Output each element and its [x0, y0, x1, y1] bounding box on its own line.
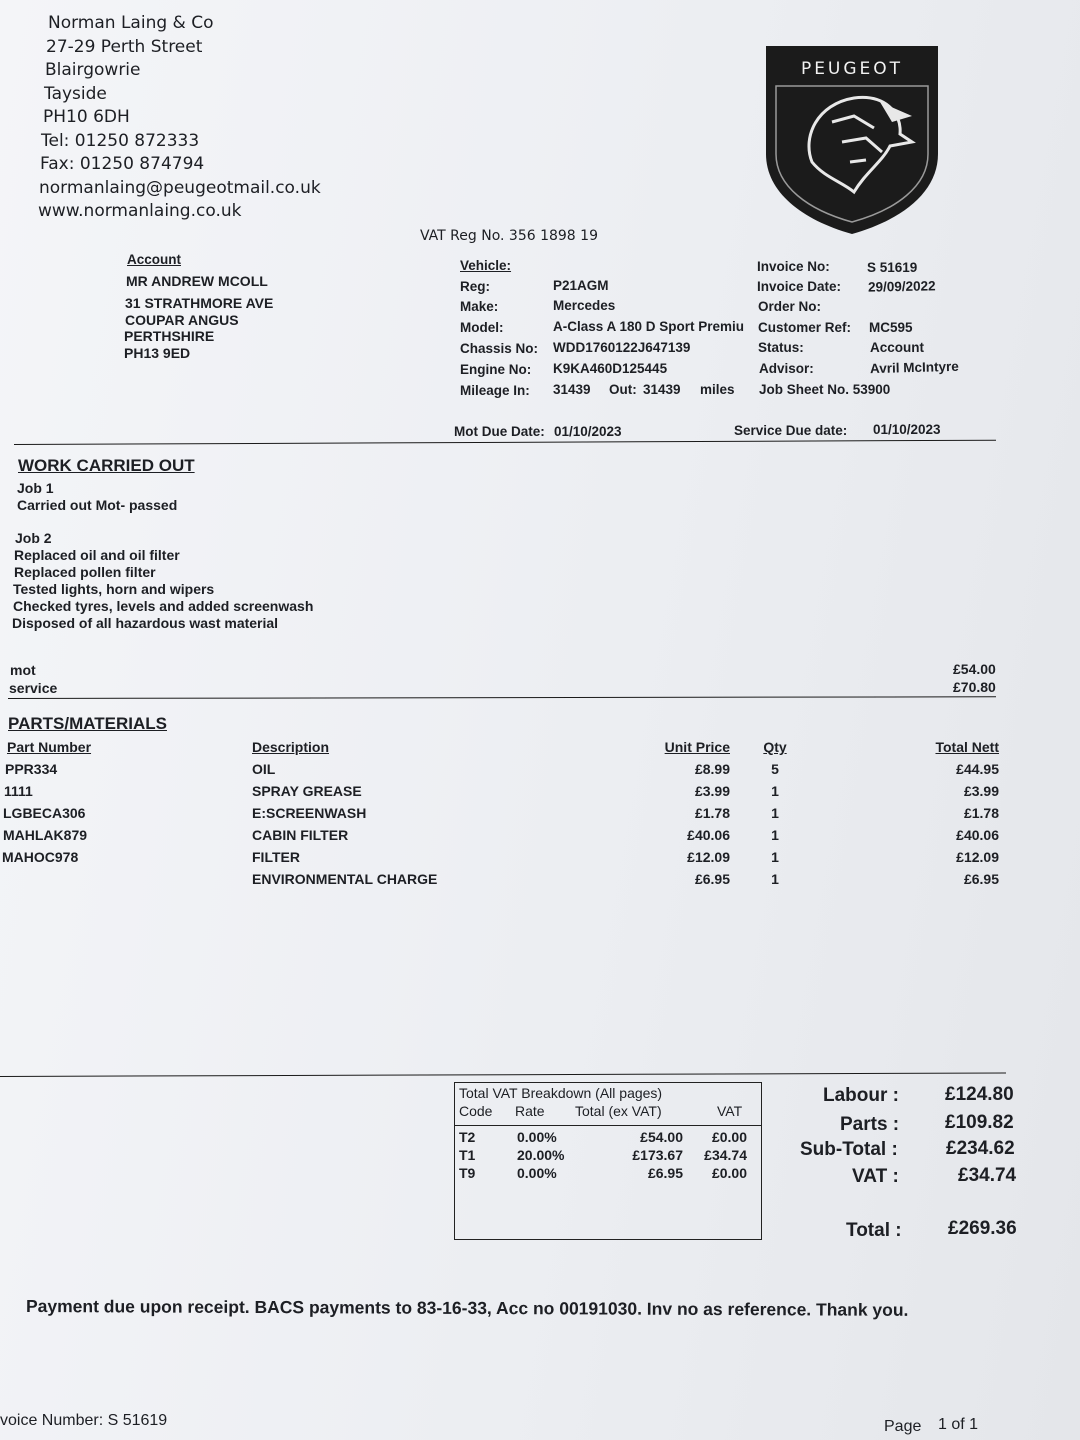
job2-line: Disposed of all hazardous wast material	[12, 615, 279, 631]
company-tel: Tel: 01250 872333	[41, 130, 200, 151]
job1-block	[17, 480, 177, 514]
engine-value: K9KA460D125445	[553, 361, 668, 376]
part-qty: 1	[771, 849, 779, 865]
part-description: SPRAY GREASE	[252, 783, 362, 799]
part-number: MAHLAK879	[3, 827, 88, 843]
job2-block	[12, 530, 313, 632]
table-row	[455, 1146, 755, 1164]
part-number	[2, 868, 252, 890]
job2-line: Checked tyres, levels and added screenwash	[13, 598, 314, 614]
part-number: 1111	[4, 783, 33, 799]
table-row	[2, 868, 1002, 890]
table-row	[2, 802, 1002, 824]
invoice-date-value: 29/09/2022	[867, 278, 936, 295]
vat-reg-number: VAT Reg No. 356 1898 19	[420, 228, 598, 244]
grand-total-label: Total :	[846, 1220, 902, 1241]
company-name: Norman Laing & Co	[48, 13, 214, 33]
invoice-no-label: Invoice No:	[757, 259, 830, 274]
reg-value: P21AGM	[553, 278, 609, 293]
part-qty: 5	[771, 761, 779, 777]
vat-total-label: VAT :	[852, 1166, 899, 1187]
make-label: Make:	[460, 299, 499, 314]
vat-col-code: Code	[459, 1103, 493, 1119]
vat-breakdown-box	[454, 1082, 762, 1240]
labour-value: £124.80	[945, 1084, 1014, 1105]
vat-total-ex: £173.67	[632, 1147, 683, 1163]
table-row	[2, 846, 1002, 868]
vat-rows	[455, 1125, 761, 1181]
parts-table	[2, 736, 1002, 890]
part-total: £12.09	[956, 849, 999, 865]
totals-divider	[0, 1072, 1006, 1077]
job1-title: Job 1	[17, 480, 54, 496]
parts-heading: PARTS/MATERIALS	[8, 714, 167, 733]
account-address-line: PH13 9ED	[124, 345, 191, 361]
part-unit-price: £8.99	[694, 761, 730, 777]
job2-line: Replaced pollen filter	[14, 564, 156, 580]
customer-ref-value: MC595	[869, 320, 913, 335]
parts-total-label: Parts :	[840, 1114, 900, 1135]
charge-label-service: service	[9, 680, 58, 696]
service-due-label: Service Due date:	[734, 423, 848, 438]
part-qty: 1	[771, 827, 779, 843]
vat-code: T9	[459, 1165, 476, 1181]
vat-code: T1	[459, 1147, 476, 1163]
part-qty: 1	[771, 871, 779, 887]
subtotal-value: £234.62	[946, 1138, 1015, 1159]
part-qty: 1	[771, 805, 779, 821]
part-description: FILTER	[252, 849, 300, 865]
company-address-block	[38, 12, 321, 224]
miles-label: miles	[700, 382, 735, 397]
page-number: 1 of 1	[938, 1416, 979, 1433]
status-value: Account	[870, 340, 924, 355]
footer-invoice-number: voice Number: S 51619	[0, 1412, 168, 1429]
vat-code: T2	[459, 1129, 476, 1145]
grand-total-value: £269.36	[948, 1218, 1017, 1239]
vat-rate: 0.00%	[517, 1165, 557, 1181]
company-address-line: PH10 6DH	[43, 107, 130, 127]
payment-terms: Payment due upon receipt. BACS payments to 83-16-33, Acc no 00191030. Inv no as reference. Thank you.	[25, 1296, 909, 1320]
table-row	[455, 1128, 755, 1146]
vat-total-ex: £6.95	[647, 1165, 683, 1181]
company-address-line: Tayside	[44, 83, 107, 104]
charge-label-mot: mot	[10, 662, 36, 678]
advisor-value: Avril McIntyre	[869, 358, 959, 377]
mot-due-label: Mot Due Date:	[454, 424, 545, 439]
charge-amount-service: £70.80	[953, 679, 996, 695]
part-total: £44.95	[956, 761, 999, 777]
model-label: Model:	[460, 320, 504, 335]
col-description: Description	[252, 739, 330, 755]
part-total: £6.95	[963, 871, 999, 887]
part-number: MAHOC978	[2, 849, 79, 865]
job1-line: Carried out Mot- passed	[17, 497, 178, 513]
vat-col-total-ex-vat: Total (ex VAT)	[575, 1103, 662, 1119]
vat-amount: £0.00	[711, 1129, 747, 1145]
subtotal-label: Sub-Total :	[800, 1139, 898, 1160]
invoice-date-label: Invoice Date:	[757, 279, 842, 294]
part-unit-price: £6.95	[694, 871, 730, 887]
part-unit-price: £1.78	[694, 805, 730, 821]
account-heading: Account	[127, 252, 181, 267]
part-description: OIL	[252, 761, 276, 777]
work-carried-out-heading: WORK CARRIED OUT	[18, 456, 195, 475]
company-email: normanlaing@peugeotmail.co.uk	[39, 177, 321, 198]
service-due-value: 01/10/2023	[873, 422, 941, 437]
table-row	[2, 780, 1002, 802]
part-description: E:SCREENWASH	[252, 805, 367, 821]
logo-brand-text: PEUGEOT	[800, 59, 904, 79]
reg-label: Reg:	[460, 279, 490, 294]
part-number: PPR334	[5, 761, 58, 777]
part-total: £1.78	[963, 805, 999, 821]
job-sheet-number: Job Sheet No. 53900	[759, 382, 891, 397]
charge-amount-mot: £54.00	[953, 661, 996, 677]
parts-total-value: £109.82	[945, 1112, 1014, 1133]
model-value: A-Class A 180 D Sport Premiu	[553, 319, 745, 334]
vat-col-rate: Rate	[515, 1103, 545, 1119]
col-total-nett: Total Nett	[935, 739, 999, 755]
col-part-number: Part Number	[7, 739, 92, 755]
table-row	[2, 758, 1002, 780]
work-divider	[8, 696, 996, 699]
peugeot-lion-shield-icon	[762, 42, 942, 238]
mileage-out-value: 31439	[643, 382, 681, 397]
customer-ref-label: Customer Ref:	[758, 320, 852, 335]
account-address-line: 31 STRATHMORE AVE	[125, 295, 274, 311]
part-description: CABIN FILTER	[252, 827, 349, 843]
vat-total-ex: £54.00	[640, 1129, 683, 1145]
company-website: www.normanlaing.co.uk	[38, 201, 242, 221]
account-address-line: PERTHSHIRE	[124, 328, 215, 344]
vat-total-value: £34.74	[958, 1165, 1017, 1186]
part-number: LGBECA306	[3, 805, 86, 821]
part-unit-price: £3.99	[694, 783, 730, 799]
col-qty: Qty	[763, 739, 787, 755]
account-name: MR ANDREW MCOLL	[126, 273, 268, 289]
company-address-line: 27-29 Perth Street	[46, 36, 203, 57]
job2-title: Job 2	[15, 530, 52, 546]
account-address-line: COUPAR ANGUS	[125, 312, 239, 328]
vat-breakdown-title: Total VAT Breakdown (All pages)	[459, 1085, 663, 1101]
vat-amount: £34.74	[704, 1147, 747, 1163]
labour-label: Labour :	[823, 1085, 899, 1106]
peugeot-logo	[762, 42, 942, 238]
job2-line: Tested lights, horn and wipers	[13, 581, 215, 597]
header-divider	[14, 440, 996, 445]
company-address-line: Blairgowrie	[45, 60, 141, 80]
make-value: Mercedes	[553, 298, 616, 313]
part-unit-price: £12.09	[687, 849, 730, 865]
invoice-no-value: S 51619	[867, 260, 918, 275]
chassis-value: WDD1760122J647139	[553, 340, 691, 355]
table-row	[455, 1164, 755, 1182]
advisor-label: Advisor:	[759, 361, 814, 376]
company-fax: Fax: 01250 874794	[40, 154, 205, 174]
col-unit-price: Unit Price	[664, 739, 730, 755]
vat-rate: 0.00%	[517, 1129, 557, 1145]
mileage-label: Mileage In:	[460, 383, 530, 398]
vat-col-vat: VAT	[717, 1103, 743, 1119]
part-qty: 1	[771, 783, 779, 799]
vat-rate: 20.00%	[517, 1147, 565, 1163]
page-label: Page	[884, 1418, 922, 1435]
parts-header-row	[2, 736, 1002, 758]
chassis-label: Chassis No:	[460, 341, 539, 356]
part-unit-price: £40.06	[687, 827, 730, 843]
job2-line: Replaced oil and oil filter	[14, 547, 180, 563]
order-no-label: Order No:	[758, 299, 822, 314]
table-row	[2, 824, 1002, 846]
engine-label: Engine No:	[460, 362, 532, 377]
part-total: £3.99	[963, 783, 999, 799]
mileage-in-value: 31439	[553, 382, 591, 397]
vehicle-heading: Vehicle:	[460, 258, 512, 273]
part-total: £40.06	[956, 827, 999, 843]
vat-amount: £0.00	[711, 1165, 747, 1181]
status-label: Status:	[758, 340, 804, 355]
mot-due-value: 01/10/2023	[554, 424, 622, 439]
vat-rows-table	[455, 1128, 755, 1182]
part-description: ENVIRONMENTAL CHARGE	[252, 871, 438, 887]
mileage-out-label: Out:	[609, 382, 637, 397]
